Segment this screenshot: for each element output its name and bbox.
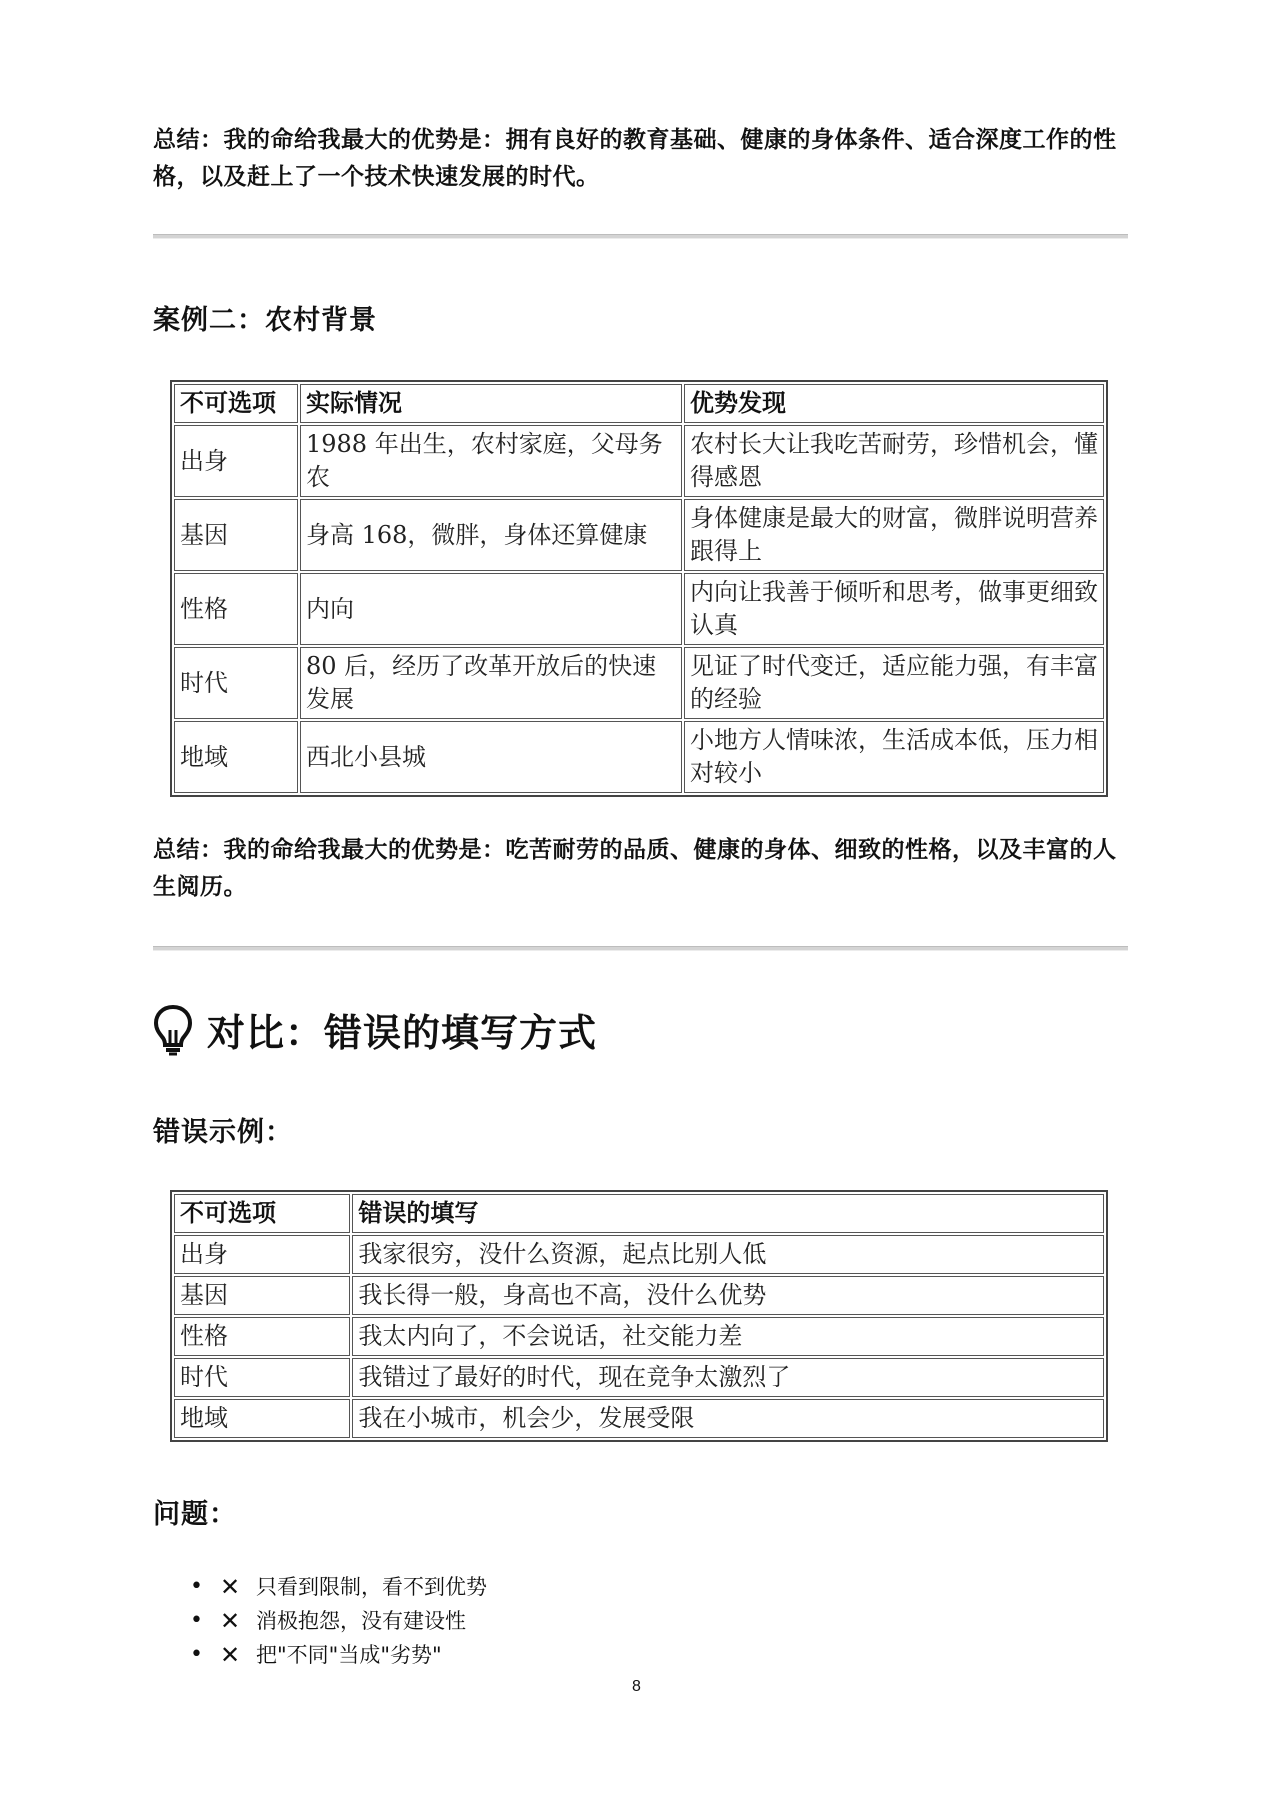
table-cell: 性格 — [174, 573, 298, 645]
cross-mark-icon: ✕ — [220, 1607, 241, 1635]
compare-heading-text: 对比：错误的填写方式 — [207, 1011, 598, 1055]
table-cell: 内向让我善于倾听和思考，做事更细致认真 — [684, 573, 1104, 645]
wrong-example-table — [170, 1190, 1108, 1442]
column-header: 优势发现 — [684, 384, 1104, 423]
table-row — [174, 1276, 1104, 1315]
summary-1: 总结：我的命给我最大的优势是：拥有良好的教育基础、健康的身体条件、适合深度工作的性格，以及赶上了一个技术快速发展的时代。 — [153, 127, 1117, 190]
table-row — [174, 499, 1104, 571]
bullet-icon: • — [190, 1642, 203, 1667]
table-cell: 性格 — [174, 1317, 350, 1356]
list-item — [190, 1570, 487, 1604]
table-cell: 我长得一般，身高也不高，没什么优势 — [352, 1276, 1104, 1315]
table-cell: 身高 168，微胖，身体还算健康 — [300, 499, 682, 571]
list-item — [190, 1604, 487, 1638]
problems-heading: 问题： — [153, 1499, 237, 1530]
table-cell: 时代 — [174, 647, 298, 719]
lightbulb-icon — [153, 1004, 193, 1056]
cross-mark-icon: ✕ — [220, 1573, 241, 1601]
problem-text: 把"不同"当成"劣势" — [256, 1643, 442, 1667]
table-cell: 基因 — [174, 499, 298, 571]
table-row — [174, 573, 1104, 645]
table-cell: 我在小城市，机会少，发展受限 — [352, 1399, 1104, 1438]
column-header: 实际情况 — [300, 384, 682, 423]
table-row — [174, 721, 1104, 793]
table-cell: 农村长大让我吃苦耐劳，珍惜机会，懂得感恩 — [684, 425, 1104, 497]
cross-mark-icon: ✕ — [220, 1641, 241, 1669]
divider-1 — [153, 234, 1128, 239]
table-cell: 1988 年出生，农村家庭，父母务农 — [300, 425, 682, 497]
problems-list — [190, 1570, 487, 1672]
table-cell: 西北小县城 — [300, 721, 682, 793]
table-header-row — [174, 1194, 1104, 1233]
table-cell: 80 后，经历了改革开放后的快速发展 — [300, 647, 682, 719]
column-header: 不可选项 — [174, 384, 298, 423]
list-item — [190, 1638, 487, 1672]
table-row — [174, 647, 1104, 719]
table-cell: 时代 — [174, 1358, 350, 1397]
table-cell: 我错过了最好的时代，现在竞争太激烈了 — [352, 1358, 1104, 1397]
case2-table — [170, 380, 1108, 797]
problem-text: 只看到限制，看不到优势 — [256, 1575, 487, 1599]
column-header: 错误的填写 — [352, 1194, 1104, 1233]
bullet-icon: • — [190, 1608, 203, 1633]
table-row — [174, 1235, 1104, 1274]
table-header-row — [174, 384, 1104, 423]
table-cell: 出身 — [174, 425, 298, 497]
page-number: 8 — [632, 1678, 641, 1695]
table-cell: 我太内向了，不会说话，社交能力差 — [352, 1317, 1104, 1356]
table-row — [174, 1399, 1104, 1438]
case2-heading: 案例二：农村背景 — [153, 305, 377, 336]
table-row — [174, 1317, 1104, 1356]
wrong-example-heading: 错误示例： — [153, 1117, 293, 1148]
table-cell: 地域 — [174, 721, 298, 793]
table-cell: 地域 — [174, 1399, 350, 1438]
table-row — [174, 425, 1104, 497]
table-cell: 小地方人情味浓，生活成本低，压力相对较小 — [684, 721, 1104, 793]
table-cell: 基因 — [174, 1276, 350, 1315]
compare-heading — [153, 1002, 597, 1057]
table-cell: 见证了时代变迁，适应能力强，有丰富的经验 — [684, 647, 1104, 719]
table-row — [174, 1358, 1104, 1397]
table-cell: 出身 — [174, 1235, 350, 1274]
table-cell: 身体健康是最大的财富，微胖说明营养跟得上 — [684, 499, 1104, 571]
divider-2 — [153, 946, 1128, 951]
bullet-icon: • — [190, 1574, 203, 1599]
problem-text: 消极抱怨，没有建设性 — [256, 1609, 466, 1633]
summary-2: 总结：我的命给我最大的优势是：吃苦耐劳的品质、健康的身体、细致的性格，以及丰富的人生阅历。 — [153, 837, 1117, 900]
table-cell: 内向 — [300, 573, 682, 645]
table-cell: 我家很穷，没什么资源，起点比别人低 — [352, 1235, 1104, 1274]
column-header: 不可选项 — [174, 1194, 350, 1233]
